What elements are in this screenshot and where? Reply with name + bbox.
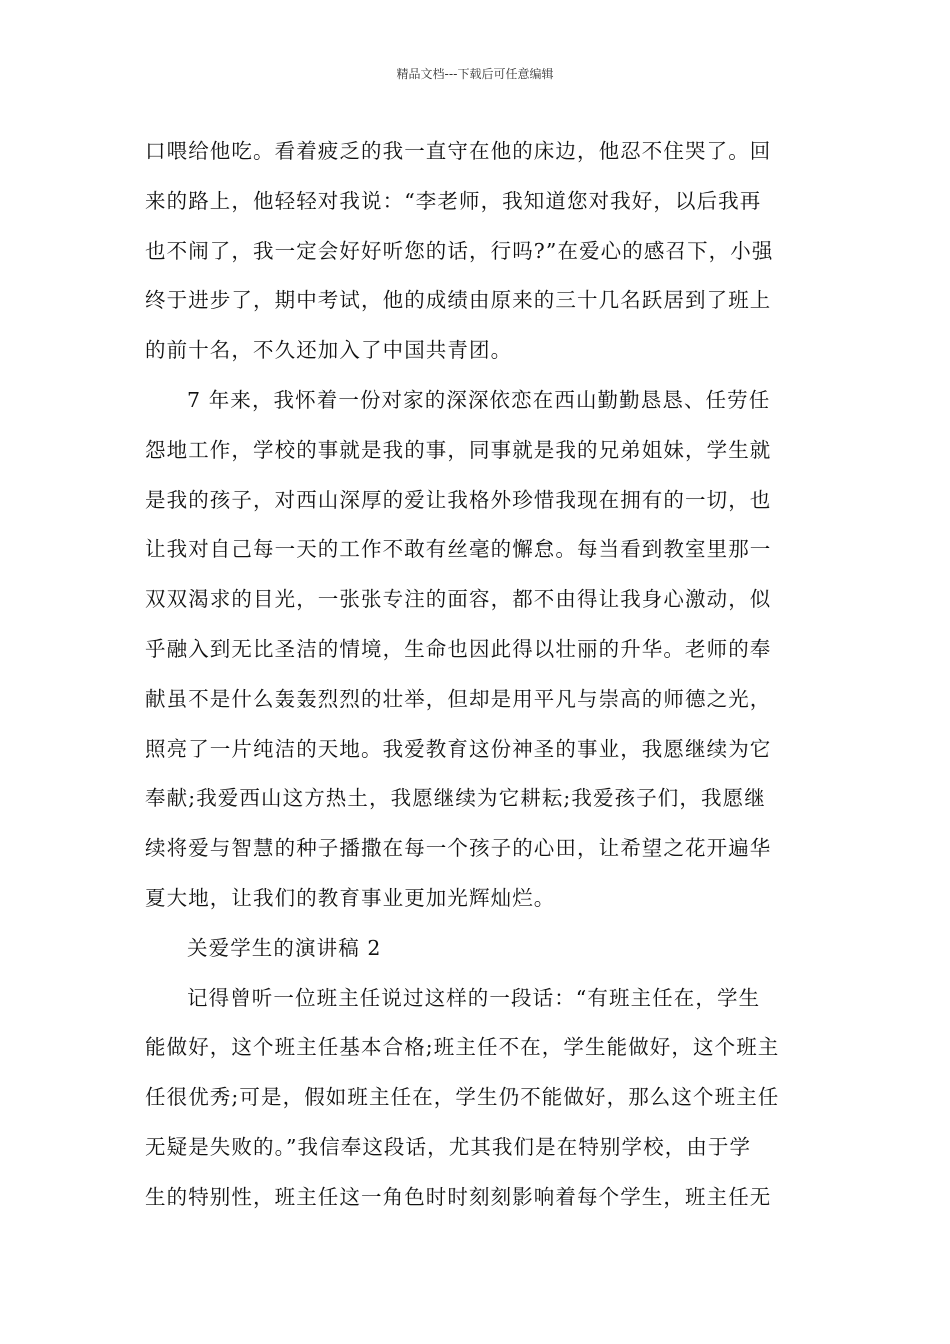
text-line: 是我的孩子，对西山深厚的爱让我格外珍惜我现在拥有的一切，也 xyxy=(145,487,772,512)
text-line: 夏大地，让我们的教育事业更加光辉灿烂。 xyxy=(145,885,556,910)
text-line: 终于进步了，期中考试，他的成绩由原来的三十几名跃居到了班上 xyxy=(145,288,772,313)
text-line: 无疑是失败的。”我信奉这段话，尤其我们是在特别学校，由于学 xyxy=(145,1134,752,1159)
text-line: 让我对自己每一天的工作不敢有丝毫的懈怠。每当看到教室里那一 xyxy=(145,537,772,562)
section-title: 关爱学生的演讲稿 2 xyxy=(187,935,382,960)
paragraph-start-line: 记得曾听一位班主任说过这样的一段话：“有班主任在，学生 xyxy=(187,985,761,1010)
text-line: 来的路上，他轻轻对我说：“李老师，我知道您对我好，以后我再 xyxy=(145,188,762,213)
text-line: 双双渴求的目光，一张张专注的面容，都不由得让我身心激动，似 xyxy=(145,587,772,612)
text-line: 奉献;我爱西山这方热土，我愿继续为它耕耘;我爱孩子们，我愿继 xyxy=(145,786,766,811)
document-body xyxy=(145,133,807,1229)
text-line: 口喂给他吃。看着疲乏的我一直守在他的床边，他忍不住哭了。回 xyxy=(145,139,772,163)
text-line: 怨地工作，学校的事就是我的事，同事就是我的兄弟姐妹，学生就 xyxy=(145,437,772,462)
text-line: 的前十名，不久还加入了中国共青团。 xyxy=(145,338,513,363)
text-line: 乎融入到无比圣洁的情境，生命也因此得以壮丽的升华。老师的奉 xyxy=(145,636,772,661)
text-line: 也不闹了，我一定会好好听您的话，行吗?”在爱心的感召下，小强 xyxy=(145,238,774,263)
text-line: 生的特别性，班主任这一角色时时刻刻影响着每个学生，班主任无 xyxy=(145,1184,772,1209)
paragraph-start-line: 7 年来，我怀着一份对家的深深依恋在西山勤勤恳恳、任劳任 xyxy=(187,387,771,412)
page-header: 精品文档---下载后可任意编辑 xyxy=(396,67,554,81)
text-line: 任很优秀;可是，假如班主任在，学生仍不能做好，那么这个班主任 xyxy=(145,1085,780,1110)
text-line: 献虽不是什么轰轰烈烈的壮举，但却是用平凡与崇高的师德之光， xyxy=(145,686,772,711)
text-line: 能做好，这个班主任基本合格;班主任不在，学生能做好，这个班主 xyxy=(145,1035,780,1060)
text-line: 续将爱与智慧的种子播撒在每一个孩子的心田，让希望之花开遍华 xyxy=(145,836,772,861)
text-line: 照亮了一片纯洁的天地。我爱教育这份神圣的事业，我愿继续为它 xyxy=(145,736,772,761)
